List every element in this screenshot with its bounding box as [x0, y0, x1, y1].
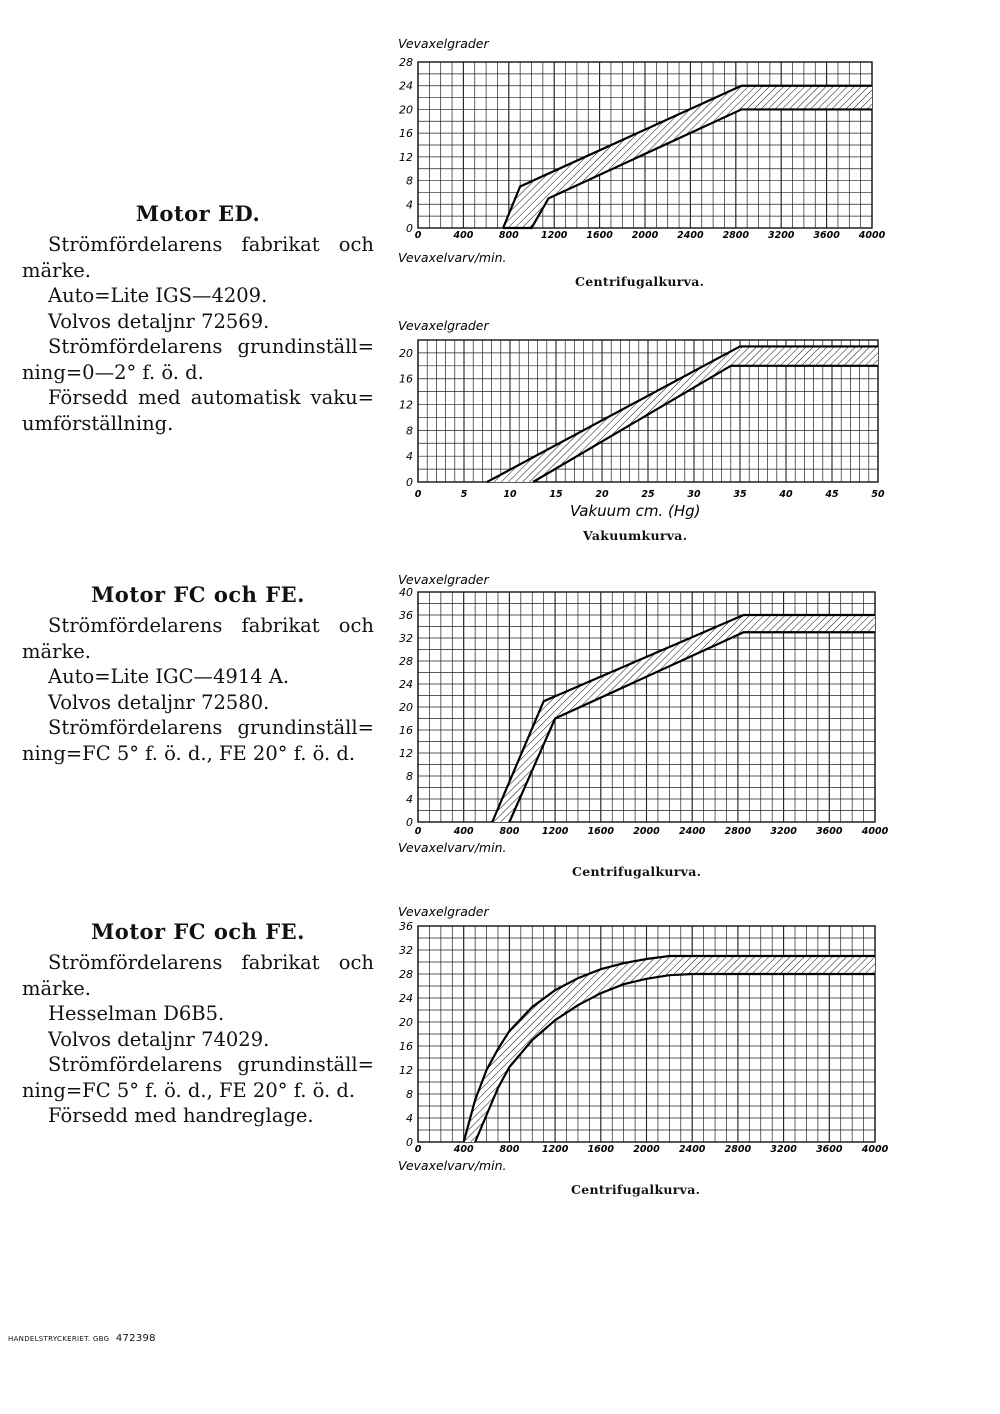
x-tick-label: 800 [499, 826, 520, 837]
x-axis-title: Vevaxelvarv/min. [398, 250, 507, 265]
x-tick-label: 3600 [816, 826, 843, 837]
y-tick-label: 4 [406, 198, 413, 212]
body-line: Volvos detaljnr 74029. [48, 1027, 270, 1051]
x-tick-label: 40 [779, 489, 793, 500]
body-line: Volvos detaljnr 72569. [48, 309, 270, 333]
x-tick-label: 50 [871, 489, 885, 500]
y-tick-label: 32 [399, 944, 413, 957]
section-title: Motor FC och FE. [91, 582, 305, 607]
x-axis-title: Vakuum cm. (Hg) [570, 502, 701, 520]
y-tick-label: 12 [399, 150, 413, 164]
y-tick-label: 16 [399, 1040, 413, 1053]
x-tick-label: 3200 [767, 230, 795, 241]
body-line: Försedd med automatisk vaku= umförställning. [22, 386, 374, 435]
x-tick-label: 30 [687, 489, 701, 500]
x-tick-label: 800 [498, 230, 519, 241]
y-tick-label: 20 [399, 1016, 413, 1029]
y-axis-title: Vevaxelgrader [398, 36, 489, 51]
x-tick-label: 45 [825, 489, 839, 500]
print-number: 472398 [115, 1333, 156, 1344]
y-tick-label: 28 [399, 56, 413, 69]
y-tick-label: 12 [399, 747, 413, 760]
x-tick-label: 1600 [586, 230, 613, 241]
x-tick-label: 2400 [678, 826, 706, 837]
y-tick-label: 28 [399, 968, 413, 981]
y-axis-title: Vevaxelgrader [398, 318, 489, 333]
x-tick-label: 1600 [587, 826, 615, 837]
printer-name: HANDELSTRYCKERIET. GBG [8, 1335, 110, 1343]
y-tick-label: 8 [406, 1088, 413, 1101]
x-tick-label: 15 [549, 489, 563, 500]
printer-imprint [8, 1333, 156, 1344]
x-tick-label: 10 [503, 489, 517, 500]
x-tick-label: 1200 [540, 230, 568, 241]
y-tick-label: 4 [406, 450, 413, 464]
x-tick-label: 4000 [861, 1144, 889, 1155]
y-tick-label: 0 [406, 1136, 413, 1149]
y-tick-label: 8 [406, 770, 413, 783]
x-tick-label: 0 [414, 489, 422, 500]
x-tick-label: 400 [453, 230, 474, 241]
x-tick-label: 1200 [541, 826, 569, 837]
chart-1 [398, 36, 886, 265]
x-tick-label: 400 [453, 1144, 474, 1155]
y-tick-label: 36 [399, 920, 413, 933]
x-tick-label: 2800 [724, 1144, 752, 1155]
y-tick-label: 4 [406, 1112, 413, 1125]
y-tick-label: 8 [406, 424, 413, 438]
y-tick-label: 16 [399, 724, 413, 737]
y-tick-label: 24 [399, 678, 413, 691]
chart-3 [398, 572, 889, 855]
x-tick-label: 20 [595, 489, 609, 500]
body-line: Strömfördelarens grundinställ= ning=FC 5° f. ö. d., FE 20° f. ö. d. [22, 1053, 374, 1102]
y-tick-label: 4 [406, 793, 413, 806]
y-tick-label: 20 [399, 346, 413, 360]
y-axis-title: Vevaxelgrader [398, 904, 489, 919]
section-title: Motor FC och FE. [91, 919, 305, 944]
y-tick-label: 12 [399, 1064, 413, 1077]
body-line: Försedd med handreglage. [48, 1104, 314, 1127]
body-line: Strömfördelarens grundinställ= ning=FC 5° f. ö. d., FE 20° f. ö. d. [22, 716, 374, 765]
chart-4 [398, 904, 889, 1173]
x-tick-label: 35 [733, 489, 747, 500]
body-line: Strömfördelarens fabrikat och märke. [22, 614, 374, 663]
body-line: Hesselman D6B5. [48, 1002, 225, 1025]
x-tick-label: 3200 [770, 826, 797, 837]
x-tick-label: 4000 [861, 826, 889, 837]
y-tick-label: 0 [406, 476, 413, 489]
x-axis-title: Vevaxelvarv/min. [398, 840, 507, 855]
x-tick-label: 400 [453, 826, 474, 837]
x-tick-label: 0 [414, 230, 422, 241]
body-line: Auto=Lite IGC—4914 A. [48, 665, 290, 688]
y-axis-title: Vevaxelgrader [398, 572, 489, 587]
chart-caption: Centrifugalkurva. [572, 864, 702, 879]
y-tick-label: 24 [399, 992, 413, 1005]
y-tick-label: 8 [406, 174, 413, 188]
y-tick-label: 36 [399, 609, 413, 622]
x-tick-label: 2400 [677, 230, 704, 241]
x-tick-label: 1600 [587, 1144, 615, 1155]
x-tick-label: 25 [641, 489, 655, 500]
y-tick-label: 24 [399, 79, 413, 93]
x-tick-label: 3200 [770, 1144, 797, 1155]
x-tick-label: 2000 [631, 230, 659, 241]
body-line: Strömfördelarens fabrikat och märke. [22, 233, 374, 282]
x-tick-label: 2400 [678, 1144, 706, 1155]
body-line: Volvos detaljnr 72580. [48, 690, 270, 714]
y-tick-label: 16 [399, 372, 413, 386]
x-tick-label: 4000 [858, 230, 886, 241]
lower-limit-line [533, 366, 878, 482]
y-tick-label: 0 [406, 816, 413, 829]
y-tick-label: 20 [399, 701, 413, 714]
x-tick-label: 2800 [722, 230, 750, 241]
y-tick-label: 16 [399, 127, 413, 141]
x-tick-label: 2800 [724, 826, 752, 837]
x-tick-label: 3600 [816, 1144, 843, 1155]
y-tick-label: 0 [406, 222, 413, 235]
chart-caption: Vakuumkurva. [583, 528, 688, 543]
y-tick-label: 20 [399, 103, 413, 117]
x-tick-label: 5 [460, 489, 468, 500]
chart-2 [398, 318, 885, 520]
x-axis-title: Vevaxelvarv/min. [398, 1158, 507, 1173]
chart-caption: Centrifugalkurva. [571, 1182, 701, 1197]
body-line: Auto=Lite IGS—4209. [48, 284, 268, 307]
body-line: Strömfördelarens grundinställ= ning=0—2° f. ö. d. [22, 335, 374, 384]
y-tick-label: 40 [399, 586, 413, 599]
body-line: Strömfördelarens fabrikat och märke. [22, 951, 374, 1000]
x-tick-label: 1200 [541, 1144, 569, 1155]
section-title: Motor ED. [135, 201, 261, 226]
x-tick-label: 3600 [813, 230, 840, 241]
y-tick-label: 28 [399, 655, 413, 668]
x-tick-label: 0 [414, 826, 422, 837]
x-tick-label: 0 [414, 1144, 422, 1155]
x-tick-label: 2000 [633, 826, 660, 837]
y-tick-label: 12 [399, 398, 413, 412]
x-tick-label: 800 [499, 1144, 520, 1155]
chart-caption: Centrifugalkurva. [575, 274, 705, 289]
x-tick-label: 2000 [633, 1144, 660, 1155]
y-tick-label: 32 [399, 632, 413, 645]
